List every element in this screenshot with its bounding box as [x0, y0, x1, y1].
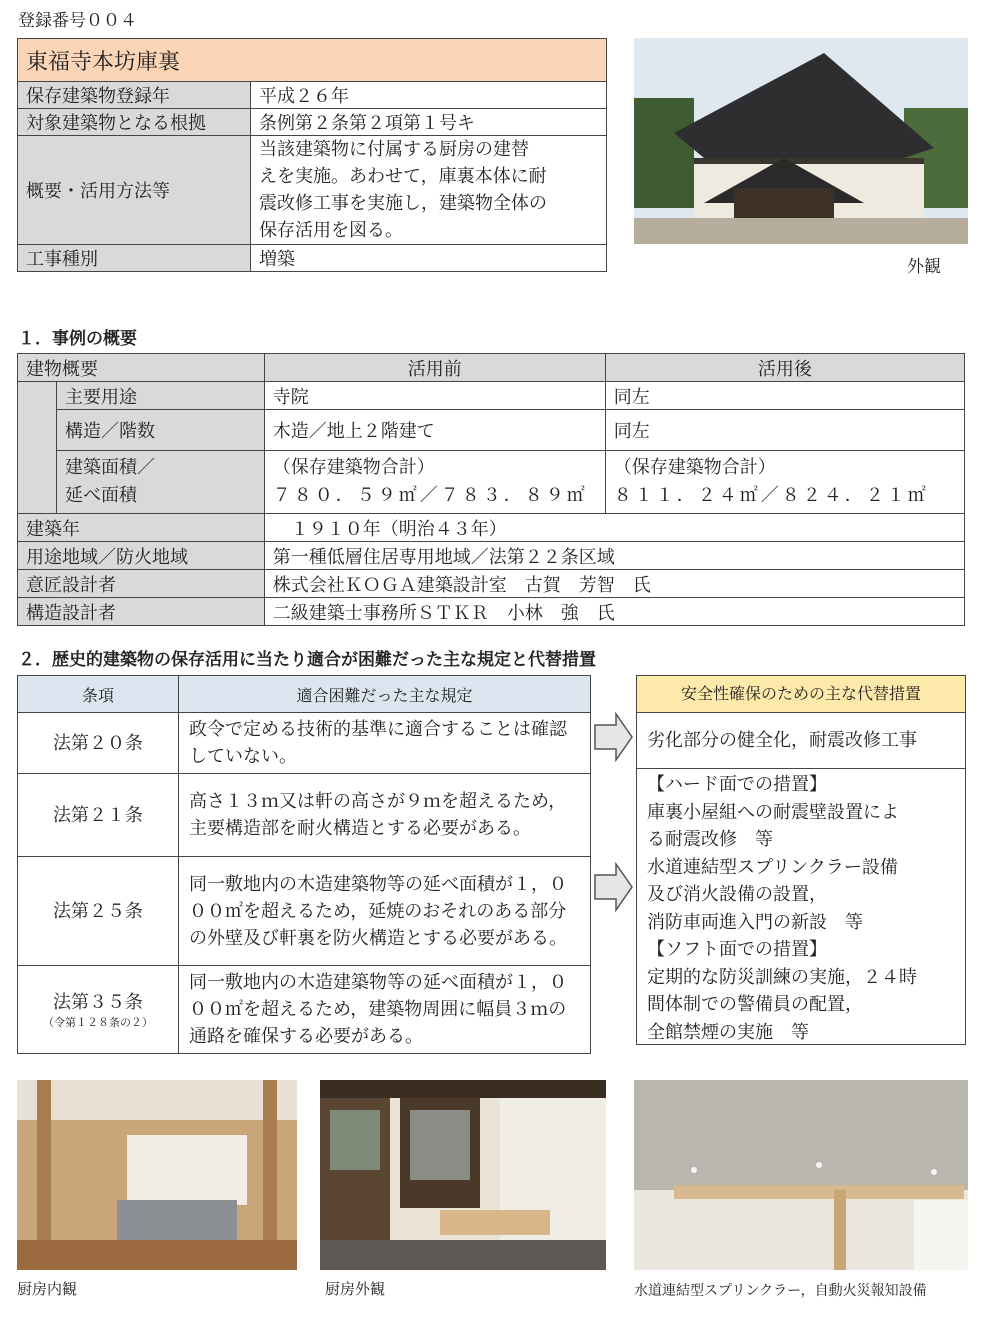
regulation-row [18, 966, 591, 1054]
info-row [18, 109, 607, 136]
area-label-line: 建築面積／ [65, 457, 155, 478]
overview-after [605, 451, 964, 514]
info-label: 概要・活用方法等 [18, 136, 251, 245]
alternative-measure-line: 全館禁煙の実施 等 [647, 1021, 809, 1043]
alternative-measures-header: 安全性確保のための主な代替措置 [637, 676, 965, 713]
overview-wide-label: 意匠設計者 [18, 570, 265, 598]
alternative-measure-line: 【ソフト面での措置】 [647, 939, 827, 960]
overview-wide-label: 建築年 [18, 514, 265, 542]
summary-line: 保存活用を図る。 [259, 220, 403, 241]
regulation-text: 同一敷地内の木造建築物等の延べ面積が１，０００㎡を超えるため，延焼のおそれのある部分の外壁及び軒裏を防火構造とする必要がある。 [179, 857, 591, 966]
building-title: 東福寺本坊庫裏 [18, 39, 607, 82]
overview-label: 主要用途 [57, 382, 265, 410]
alternative-measure-line: 定期的な防災訓練の実施，２４時 [647, 966, 917, 988]
regulation-text: 政令で定める技術的基準に適合することは確認していない。 [179, 713, 591, 774]
overview-wide-value: １９１０年（明治４３年） [264, 514, 964, 542]
area-before-value: ７８０．５９㎡／７８３．８９㎡ [272, 485, 588, 506]
info-row [18, 136, 607, 245]
alternative-measure-line: 【ハード面での措置】 [647, 774, 827, 795]
col-header-before: 活用前 [264, 354, 605, 382]
overview-wide-value: 第一種低層住居専用地域／法第２２条区域 [264, 542, 964, 570]
info-label: 保存建築物登録年 [18, 82, 251, 109]
alternative-measure-first: 劣化部分の健全化，耐震改修工事 [637, 713, 965, 769]
overview-table [17, 353, 965, 626]
overview-row [18, 410, 965, 451]
regulation-article: 法第２１条 [18, 774, 179, 857]
regulation-text: 高さ１３ｍ又は軒の高さが９ｍを超えるため，主要構造部を耐火構造とする必要がある。 [179, 774, 591, 857]
building-info-table [17, 38, 607, 272]
sprinkler-caption: 水道連結型スプリンクラー，自動火災報知設備 [634, 1283, 927, 1299]
summary-line: 当該建築物に付属する厨房の建替 [259, 139, 529, 160]
info-value: 条例第２条第２項第１号キ [251, 109, 607, 136]
overview-before: 寺院 [264, 382, 605, 410]
section2-heading: ２．歴史的建築物の保存活用に当たり適合が困難だった主な規定と代替措置 [18, 650, 596, 670]
overview-wide-label: 用途地域／防火地域 [18, 542, 265, 570]
overview-after: 同左 [605, 410, 964, 451]
regulation-article: 法第２０条 [18, 713, 179, 774]
regulation-article-cell [18, 966, 179, 1054]
alternative-measure-line: 及び消火設備の設置， [647, 884, 827, 905]
area-after-value: ８１１．２４㎡／８２４．２１㎡ [613, 485, 929, 506]
kitchen-exterior-photo [320, 1080, 606, 1270]
kitchen-interior-caption: 厨房内観 [17, 1280, 78, 1298]
summary-line: えを実施。あわせて，庫裏本体に耐 [259, 166, 547, 187]
regulation-row [18, 774, 591, 857]
alternative-measure-line: 水道連結型スプリンクラー設備 [647, 856, 898, 878]
alternative-measures-list [637, 769, 965, 1048]
registration-number: 登録番号００４ [18, 11, 137, 31]
arrow-right-icon [594, 712, 634, 762]
alternative-measure-line: 間体制での警備員の配置， [647, 994, 863, 1015]
col-header-after: 活用後 [605, 354, 964, 382]
info-value: 増築 [251, 245, 607, 272]
overview-row [18, 382, 965, 410]
overview-wide-row [18, 514, 965, 542]
sprinkler-photo [634, 1080, 968, 1270]
regulation-article: 法第２５条 [18, 857, 179, 966]
regulation-row [18, 857, 591, 966]
info-label: 対象建築物となる根拠 [18, 109, 251, 136]
info-value: 平成２６年 [251, 82, 607, 109]
regulation-text: 同一敷地内の木造建築物等の延べ面積が１，０００㎡を超えるため，建築物周囲に幅員３ｍの通路を確保する必要がある。 [179, 966, 591, 1054]
area-after-note: （保存建築物合計） [613, 457, 776, 478]
overview-wide-row [18, 570, 965, 598]
overview-wide-value: 株式会社ＫＯＧＡ建築設計室 古賀 芳智 氏 [264, 570, 964, 598]
info-value-summary [251, 136, 607, 245]
section1-heading: １．事例の概要 [18, 329, 137, 349]
kitchen-interior-photo [17, 1080, 297, 1270]
col-header-building: 建物概要 [18, 354, 265, 382]
overview-row [18, 451, 965, 514]
alternative-measure-line: 消防車両進入門の新設 等 [647, 911, 863, 933]
regulation-row [18, 713, 591, 774]
regulations-table [17, 675, 591, 1054]
alternative-measure-line: 庫裏小屋組への耐震壁設置によ [647, 801, 899, 823]
regulation-sub-note: （令第１２８条の２） [43, 1016, 153, 1029]
info-row [18, 245, 607, 272]
overview-label [57, 451, 265, 514]
regulation-article: 法第３５条 [53, 992, 143, 1013]
indent-cell [18, 382, 57, 514]
overview-wide-row [18, 598, 965, 626]
alternative-measure-line: る耐震改修 等 [647, 829, 773, 850]
arrow-right-icon [594, 862, 634, 912]
overview-wide-value: 二級建築士事務所ＳＴＫＲ 小林 強 氏 [264, 598, 964, 626]
overview-after: 同左 [605, 382, 964, 410]
info-label: 工事種別 [18, 245, 251, 272]
overview-wide-row [18, 542, 965, 570]
exterior-caption: 外観 [907, 257, 941, 277]
col-header-regulation: 適合困難だった主な規定 [179, 676, 591, 713]
overview-before: 木造／地上２階建て [264, 410, 605, 451]
col-header-article: 条項 [18, 676, 179, 713]
summary-line: 震改修工事を実施し，建築物全体の [259, 193, 547, 214]
overview-wide-label: 構造設計者 [18, 598, 265, 626]
kitchen-exterior-caption: 厨房外観 [325, 1280, 386, 1298]
area-before-note: （保存建築物合計） [272, 457, 435, 478]
overview-before [264, 451, 605, 514]
area-label-line: 延べ面積 [65, 485, 137, 506]
overview-label: 構造／階数 [57, 410, 265, 451]
exterior-photo [634, 38, 968, 244]
info-row [18, 82, 607, 109]
alternative-measures-box [636, 675, 966, 1045]
